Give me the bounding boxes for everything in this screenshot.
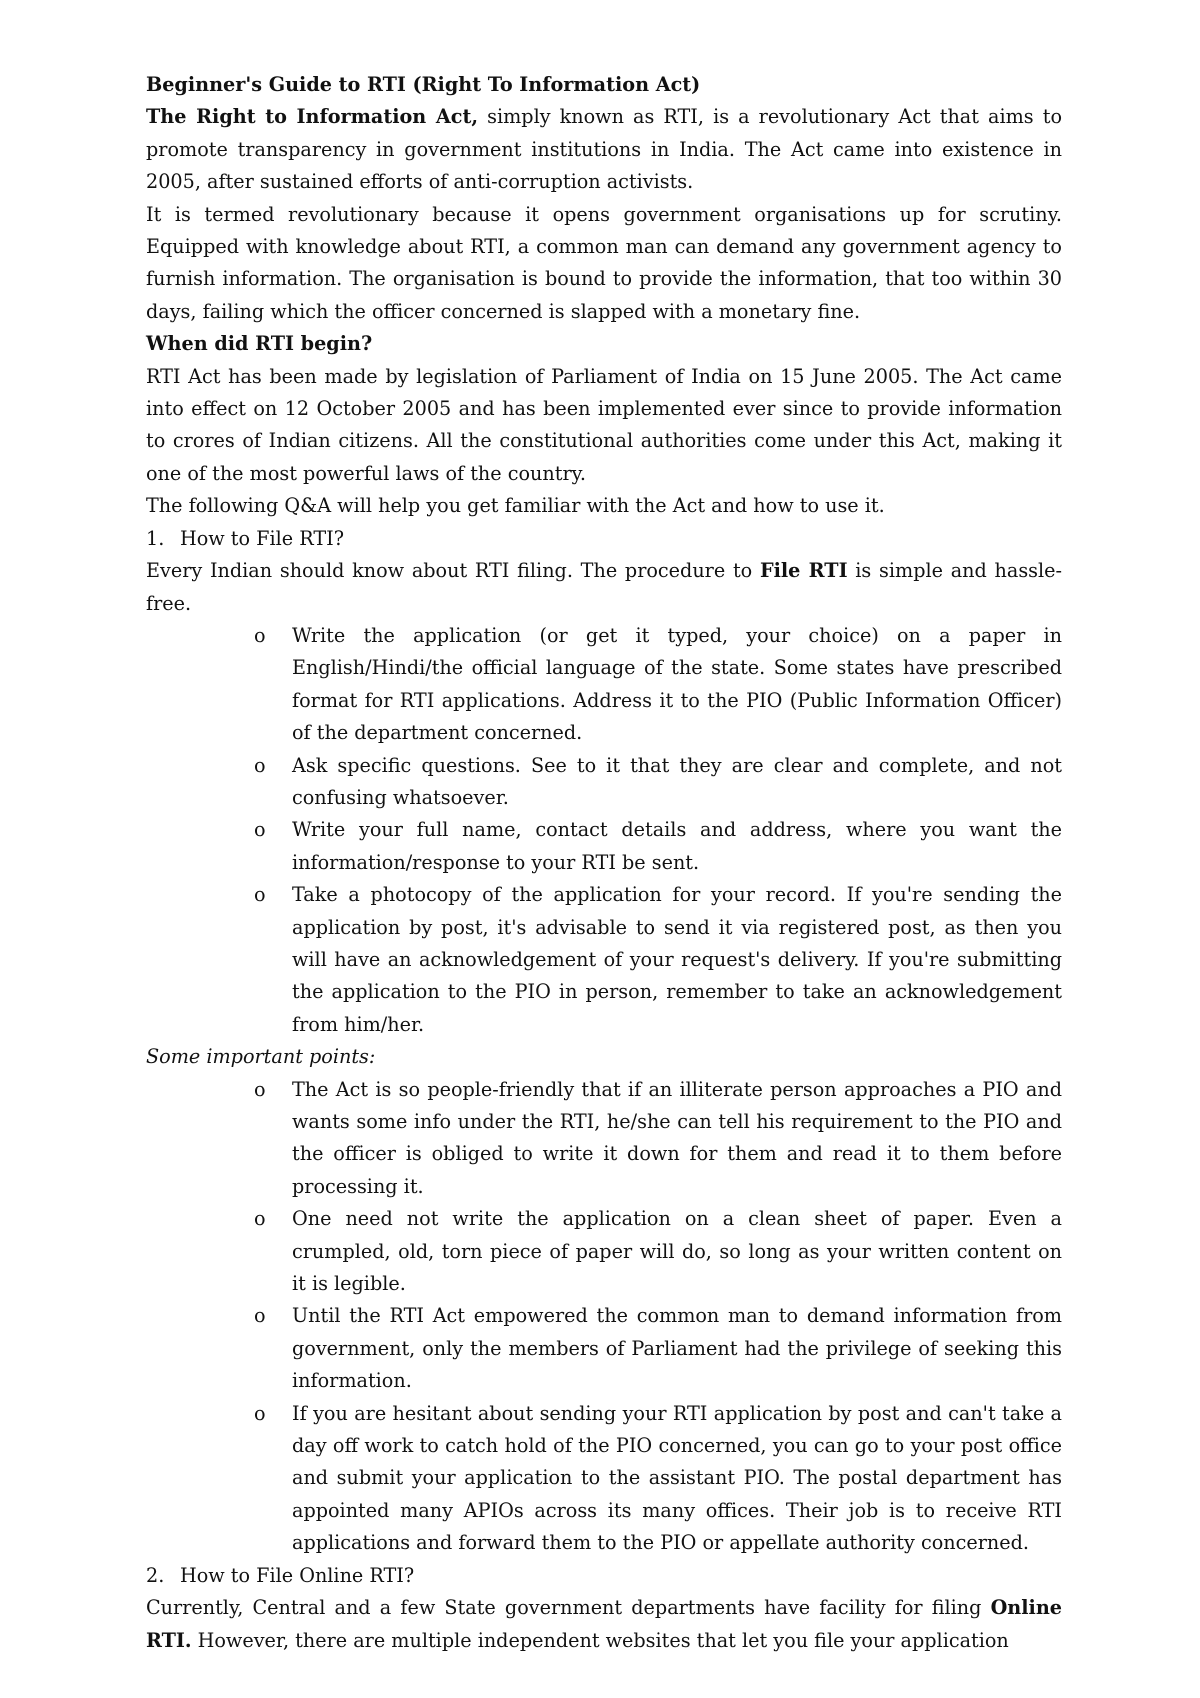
important-points-list [146,1074,1062,1560]
list-item-text: The Act is so people-friendly that if an illiterate person approaches a PIO and wants some info under the RTI, he/she can tell his requirement to the PIO and the officer is obliged to write it down for them and read it to them before processing it. [292,1077,1062,1198]
list-item-text: Ask specific questions. See to it that they are clear and complete, and not confusing whatsoever. [292,753,1062,809]
file-rti-term: File RTI [759,559,848,583]
bullet-marker: o [254,1401,266,1425]
intro-lead: The Right to Information Act, [146,105,479,129]
section-1-intro [146,555,1062,620]
list-item [254,1398,1062,1560]
section-2-heading [146,1560,1062,1592]
when-paragraph: RTI Act has been made by legislation of Parliament of India on 15 June 2005. The Act came into effect on 12 October 2005 and has been implemented ever since to provide information to crores of Indian citizens. All the constitutional authorities come under this Act, making it one of the most powerful laws of the country. [146,364,1062,485]
revolutionary-paragraph: It is termed revolutionary because it opens government organisations up for scrutiny. Equipped with knowledge about RTI, a common man can demand any government agency to furnish information. The organisation is bound to provide the information, that too within 30 days, failing which the officer concerned is slapped with a monetary fine. [146,202,1062,323]
bullet-marker: o [254,753,266,777]
list-item-text: Write the application (or get it typed, your choice) on a paper in English/Hindi/the official language of the state. Some states have prescribed format for RTI applications. Address it to the PIO (Public Information Officer) of the department concerned. [292,623,1062,745]
bullet-marker: o [254,818,266,842]
bullet-marker: o [254,883,266,907]
bullet-marker: o [254,1304,266,1328]
section-2-intro-end: However, there are multiple independent websites that let you file your application [191,1628,1009,1652]
intro-rest: simply known as RTI, is a revolutionary Act that aims to promote transparency in government institutions in India. The Act came into existence in 2005, after sustained efforts of anti-corruption activists. [146,105,1062,194]
list-item [254,1203,1062,1300]
list-item-text: Take a photocopy of the application for your record. If you're sending the application by post, it's advisable to send it via registered post, as then you will have an acknowledgement of your request's delivery. If you're submitting the application to the PIO in person, remember to take an acknowledgement from him/her. [292,883,1062,1036]
when-heading: When did RTI begin? [146,332,373,356]
section-1-heading [146,523,1062,555]
list-item [254,750,1062,815]
list-item [254,620,1062,750]
document-page [146,69,1062,1657]
section-1-number: 1. [146,526,165,550]
section-2-title: How to File Online RTI? [180,1563,415,1587]
list-item-text: Until the RTI Act empowered the common man to demand information from government, only the members of Parliament had the privilege of seeking this information. [292,1304,1062,1393]
filing-steps-list [146,620,1062,1041]
qa-intro: The following Q&A will help you get familiar with the Act and how to use it. [146,494,885,518]
section-1-intro-end: is simple and hassle-free. [146,559,1062,615]
online-rti-term: Online RTI. [146,1596,1062,1652]
section-1-title: How to File RTI? [180,526,344,550]
bullet-marker: o [254,1077,266,1101]
list-item [254,879,1062,1041]
section-2-number: 2. [146,1563,165,1587]
section-1-intro-text: Every Indian should know about RTI filing. The procedure to [146,559,760,583]
list-item-text: Write your full name, contact details and address, where you want the information/response to your RTI be sent. [292,818,1062,874]
section-2-intro-text: Currently, Central and a few State government departments have facility for filing [146,1596,991,1620]
bullet-marker: o [254,623,266,647]
section-2-intro [146,1592,1062,1657]
list-item-text: If you are hesitant about sending your RTI application by post and can't take a day off work to catch hold of the PIO concerned, you can go to your post office and submit your application to the assistant PIO. The postal department has appointed many APIOs across its many offices. Their job is to receive RTI applications and forward them to the PIO or appellate authority concerned. [292,1401,1062,1555]
document-title: Beginner's Guide to RTI (Right To Information Act) [146,73,701,96]
list-item [254,1074,1062,1204]
bullet-marker: o [254,1207,266,1231]
intro-paragraph [146,101,1062,198]
important-points-heading: Some important points: [146,1045,376,1069]
list-item-text: One need not write the application on a clean sheet of paper. Even a crumpled, old, torn piece of paper will do, so long as your written content on it is legible. [292,1207,1062,1296]
list-item [254,814,1062,879]
list-item [254,1300,1062,1397]
